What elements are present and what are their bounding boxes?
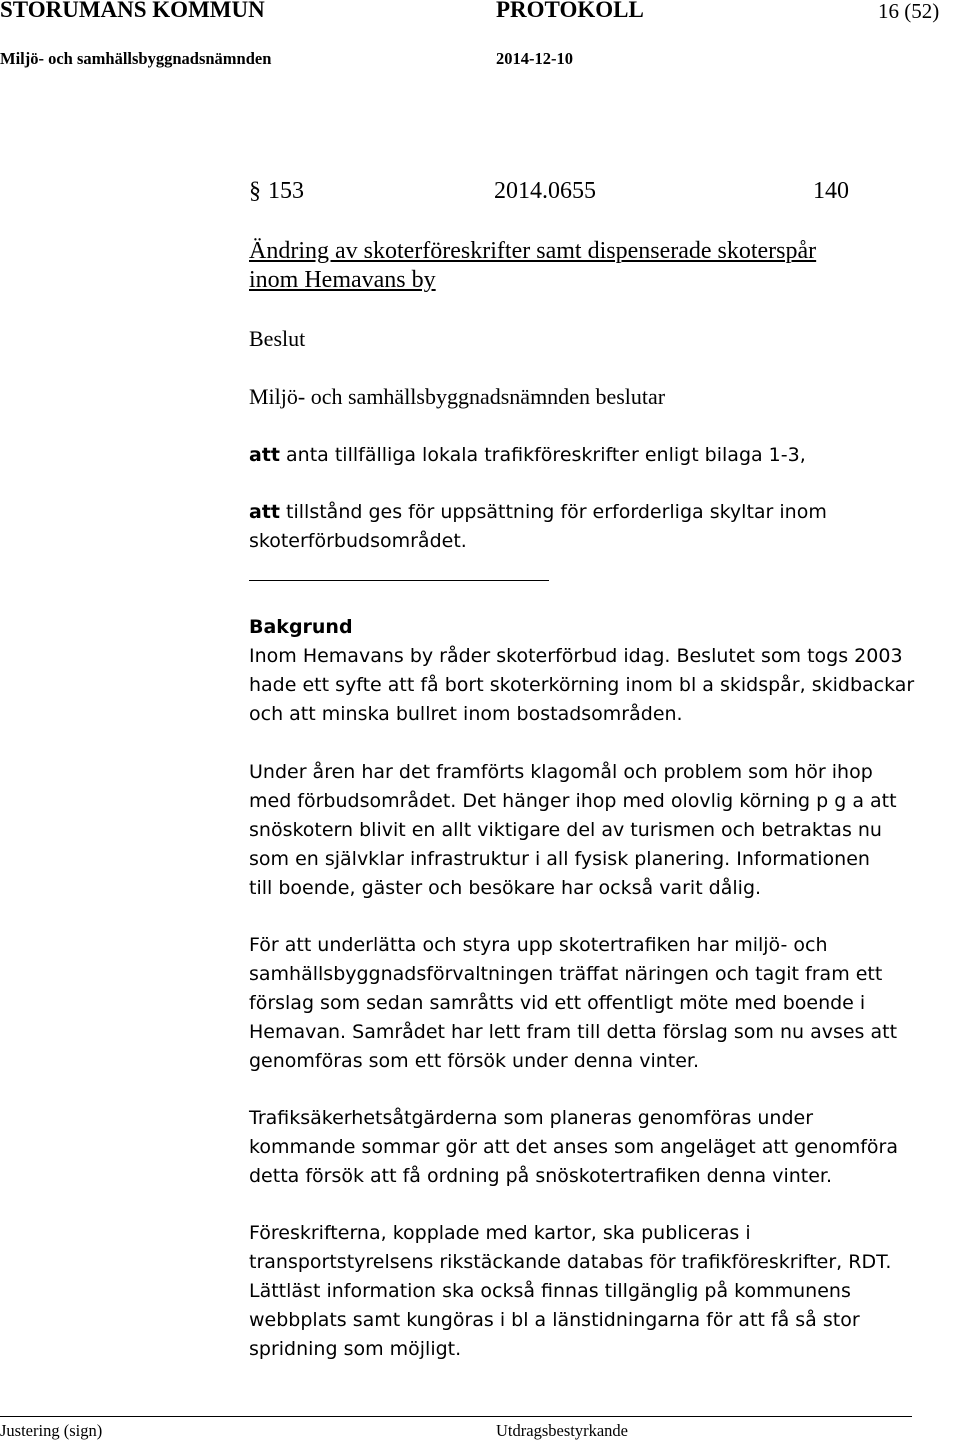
municipality-name: STORUMANS KOMMUN (0, 0, 265, 22)
decision-item (249, 441, 949, 470)
att-keyword: att (249, 444, 280, 466)
background-heading: Bakgrund (249, 616, 353, 638)
text-line: Under åren har det framförts klagomål och problem som hör ihop (249, 761, 873, 783)
text-line: genomföras som ett försök under denna vinter. (249, 1050, 700, 1072)
text-line: och att minska bullret inom bostadsområden. (249, 703, 683, 725)
text-line: Föreskrifterna, kopplade med kartor, ska publiceras i (249, 1222, 751, 1244)
text-line: detta försök att få ordning på snöskotertrafiken denna vinter. (249, 1165, 833, 1187)
text-line: kommande sommar gör att det anses som angeläget att genomföra (249, 1136, 898, 1158)
separator-line (249, 580, 549, 581)
decision-heading: Beslut (249, 326, 306, 351)
decision-item-text: skoterförbudsområdet. (249, 530, 467, 552)
background-paragraph-2 (249, 758, 949, 903)
att-keyword: att (249, 501, 280, 523)
text-line: spridning som möjligt. (249, 1338, 462, 1360)
background-paragraph-5 (249, 1219, 949, 1364)
committee-name: Miljö- och samhällsbyggnadsnämnden (0, 49, 272, 68)
document-type: PROTOKOLL (496, 0, 644, 22)
decision-item (249, 498, 949, 556)
case-title-line: inom Hemavans by (249, 267, 436, 293)
case-number: 2014.0655 (494, 178, 596, 204)
text-line: webbplats samt kungöras i bl a länstidningarna för att få så stor (249, 1309, 860, 1331)
signature-line (0, 1416, 912, 1417)
decision-intro: Miljö- och samhällsbyggnadsnämnden beslutar (249, 384, 666, 409)
decision-item-text: tillstånd ges för uppsättning för erforderliga skyltar inom (280, 501, 827, 523)
reference-number: 140 (813, 178, 849, 204)
text-line: som en självklar infrastruktur i all fysisk planering. Informationen (249, 848, 870, 870)
text-line: Inom Hemavans by råder skoterförbud idag. Beslutet som togs 2003 (249, 645, 903, 667)
text-line: snöskotern blivit en allt viktigare del av turismen och betraktas nu (249, 819, 882, 841)
text-line: Trafiksäkerhetsåtgärderna som planeras genomföras under (249, 1107, 814, 1129)
text-line: förslag som sedan samråtts vid ett offentligt möte med boende i (249, 992, 866, 1014)
text-line: För att underlätta och styra upp skotertrafiken har miljö- och (249, 934, 828, 956)
signature-label: Justering (sign) (0, 1421, 103, 1440)
paragraph-symbol: § (249, 178, 261, 204)
extract-label: Utdragsbestyrkande (496, 1421, 628, 1440)
page-number: 16 (52) (878, 0, 940, 23)
text-line: Hemavan. Samrådet har lett fram till detta förslag som nu avses att (249, 1021, 898, 1043)
text-line: till boende, gäster och besökare har också varit dålig. (249, 877, 762, 899)
text-line: transportstyrelsens rikstäckande databas för trafikföreskrifter, RDT. (249, 1251, 892, 1273)
case-title-line: Ändring av skoterföreskrifter samt dispenserade skoterspår (249, 238, 817, 264)
background-paragraph-3 (249, 931, 949, 1076)
text-line: Lättläst information ska också finnas tillgänglig på kommunens (249, 1280, 851, 1302)
decision-item-text: anta tillfälliga lokala trafikföreskrifter enligt bilaga 1-3, (280, 444, 806, 466)
text-line: hade ett syfte att få bort skoterkörning inom bl a skidspår, skidbackar (249, 674, 915, 696)
meeting-date: 2014-12-10 (496, 49, 573, 68)
background-paragraph-1 (249, 642, 949, 729)
paragraph-number: 153 (268, 178, 304, 204)
text-line: med förbudsområdet. Det hänger ihop med olovlig körning p g a att (249, 790, 897, 812)
text-line: samhällsbyggnadsförvaltningen träffat näringen och tagit fram ett (249, 963, 883, 985)
case-title (249, 237, 949, 295)
background-paragraph-4 (249, 1104, 949, 1191)
